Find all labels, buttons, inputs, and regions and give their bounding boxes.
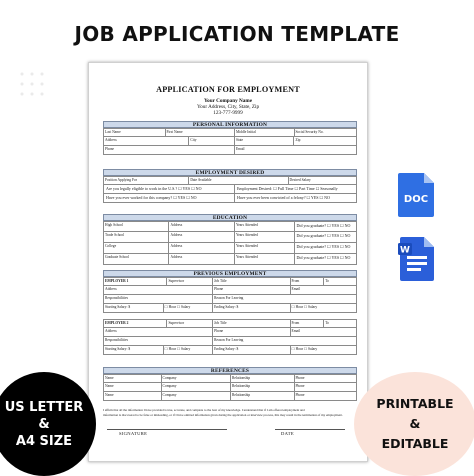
ending-salary-field[interactable]: Ending Salary: $ [213,304,290,312]
position-field[interactable]: Position Applying For [104,177,189,184]
reference-company-field[interactable]: Company [162,392,231,400]
page-banner-title: JOB APPLICATION TEMPLATE [74,22,400,46]
school-field[interactable]: College [104,243,169,253]
graduate-question[interactable]: Did you graduate? ☐ YES ☐ NO [296,244,351,249]
from-field[interactable]: From [291,320,325,327]
reference-row [103,383,357,392]
reference-relationship-field[interactable]: Relationship [231,392,295,400]
size-badge-line-1: US LETTER [4,399,84,415]
doc-file-icon [396,172,436,218]
desired-salary-field[interactable]: Desired Salary [289,177,311,182]
employer-email-field[interactable]: Email [291,328,301,333]
employment-type-question[interactable]: Employment Desired: ☐ Full Time ☐ Part Time ☐ Seasonally [236,186,338,191]
doc-icon-label: DOC [403,194,429,205]
section-references-header: REFERENCES [103,367,357,374]
school-address-field[interactable]: Address [169,254,234,264]
personal-row-1 [103,128,357,137]
first-name-field[interactable]: First Name [166,129,235,136]
signature-label: SIGNATURE [119,431,148,436]
email-field[interactable]: Email [235,146,245,151]
employment-row-1 [103,176,357,185]
end-pay-type[interactable]: ☐ Hour ☐ Salary [291,304,318,309]
reference-row [103,392,357,401]
section-previous-header: PREVIOUS EMPLOYMENT [103,270,357,277]
certify-text-1: I affirm that all the information I have provided is true, accurate, and complete to the best of my knowledge. I understand that if I am offered employment and [103,408,305,412]
to-field[interactable]: To [325,278,329,283]
company-address: Your Address, City, State, Zip [196,104,260,110]
reference-phone-field[interactable]: Phone [295,375,305,380]
employer-phone-field[interactable]: Phone [213,328,290,336]
responsibilities-field[interactable]: Responsibilities [104,295,213,303]
starting-salary-field[interactable]: Starting Salary: $ [104,304,164,312]
size-badge [0,372,96,476]
education-row [103,254,357,265]
employer-2-row-4 [103,346,357,355]
state-field[interactable]: State [235,137,295,145]
word-icon-letter: W [400,245,410,256]
printable-badge-line-2: & [409,416,421,431]
reference-company-field[interactable]: Company [162,375,231,382]
reference-phone-field[interactable]: Phone [295,383,305,388]
reference-name-field[interactable]: Name [104,383,162,391]
supervisor-field[interactable]: Supervisor [167,278,213,285]
section-education-header: EDUCATION [103,214,357,221]
years-attended-field[interactable]: Years Attended [235,254,295,264]
reason-leaving-field[interactable]: Reason For Leaving [214,337,244,342]
graduate-question[interactable]: Did you graduate? ☐ YES ☐ NO [296,233,351,238]
start-pay-type[interactable]: ☐ Hour ☐ Salary [164,346,214,354]
ssn-field[interactable]: Social Security No. [295,129,324,134]
school-field[interactable]: Trade School [104,232,169,242]
start-pay-type[interactable]: ☐ Hour ☐ Salary [164,304,214,312]
education-row [103,221,357,232]
employer-address-field[interactable]: Address [104,286,213,294]
years-attended-field[interactable]: Years Attended [235,243,295,253]
date-available-field[interactable]: Date Available [189,177,288,184]
zip-field[interactable]: Zip [295,137,301,142]
last-name-field[interactable]: Last Name [104,129,166,136]
word-file-icon [398,236,438,282]
company-phone: 123-777-9999 [213,110,243,116]
middle-initial-field[interactable]: Middle Initial [235,129,295,136]
school-field[interactable]: High School [104,222,169,231]
employer-1-row-3 [103,295,357,304]
reason-leaving-field[interactable]: Reason For Leaving [214,295,244,300]
employer-1-row-2 [103,286,357,295]
city-field[interactable]: City [189,137,235,145]
school-address-field[interactable]: Address [169,243,234,253]
supervisor-field[interactable]: Supervisor [167,320,213,327]
employer-1-row-4 [103,304,357,313]
employer-phone-field[interactable]: Phone [213,286,290,294]
printable-badge-line-1: PRINTABLE [376,396,454,411]
employer-1-label[interactable]: EMPLOYER 1 [104,278,167,285]
reference-name-field[interactable]: Name [104,375,162,382]
signature-line[interactable] [107,429,227,430]
years-attended-field[interactable]: Years Attended [235,222,295,231]
reference-name-field[interactable]: Name [104,392,162,400]
school-address-field[interactable]: Address [169,232,234,242]
education-row [103,232,357,243]
reference-company-field[interactable]: Company [162,383,231,391]
section-personal-header: PERSONAL INFORMATION [103,121,357,128]
phone-field[interactable]: Phone [104,146,235,154]
certify-text-2: information is discovered to be false or misleading, or if I have omitted information given during the application or interview process, this may result in the termination of my employment. [103,413,343,417]
company-name: Your Company Name [203,98,253,104]
job-title-field[interactable]: Job Title [213,320,290,327]
reference-row [103,374,357,383]
reference-phone-field[interactable]: Phone [295,392,305,397]
personal-row-2 [103,137,357,146]
worked-before-question[interactable]: Have you ever worked for this company? ☐ YES ☐ NO [104,194,235,202]
felony-question[interactable]: Have you ever been convicted of a felony? ☐ YES ☐ NO [236,195,330,200]
application-sheet [88,62,368,462]
employer-2-row-2 [103,328,357,337]
personal-row-3 [103,146,357,155]
employment-row-2 [103,185,357,194]
school-address-field[interactable]: Address [169,222,234,231]
years-attended-field[interactable]: Years Attended [235,232,295,242]
employer-2-row-3 [103,337,357,346]
graduate-question[interactable]: Did you graduate? ☐ YES ☐ NO [296,223,351,228]
school-field[interactable]: Graduate School [104,254,169,264]
address-field[interactable]: Address [104,137,189,145]
date-label: DATE [281,431,294,436]
employer-email-field[interactable]: Email [291,286,301,291]
size-badge-line-3: A4 SIZE [15,433,73,449]
reference-relationship-field[interactable]: Relationship [231,383,295,391]
date-line[interactable] [275,429,345,430]
decorative-dots [18,70,68,130]
from-field[interactable]: From [291,278,325,285]
starting-salary-field[interactable]: Starting Salary: $ [104,346,164,354]
job-title-field[interactable]: Job Title [213,278,290,285]
printable-badge [354,372,474,476]
reference-relationship-field[interactable]: Relationship [231,375,295,382]
responsibilities-field[interactable]: Responsibilities [104,337,213,345]
eligible-question[interactable]: Are you legally eligible to work in the U.S.? ☐ YES ☐ NO [104,185,235,193]
education-row [103,243,357,254]
employment-row-3 [103,194,357,203]
section-employment-header: EMPLOYMENT DESIRED [103,169,357,176]
ending-salary-field[interactable]: Ending Salary: $ [213,346,290,354]
employer-address-field[interactable]: Address [104,328,213,336]
printable-badge-line-3: EDITABLE [381,436,449,451]
end-pay-type[interactable]: ☐ Hour ☐ Salary [291,346,318,351]
size-badge-line-2: & [38,416,50,432]
employer-2-row-1 [103,319,357,328]
employer-1-row-1 [103,277,357,286]
to-field[interactable]: To [325,320,329,325]
employer-2-label[interactable]: EMPLOYER 2 [104,320,167,327]
graduate-question[interactable]: Did you graduate? ☐ YES ☐ NO [296,255,351,260]
document-title: APPLICATION FOR EMPLOYMENT [156,85,300,94]
